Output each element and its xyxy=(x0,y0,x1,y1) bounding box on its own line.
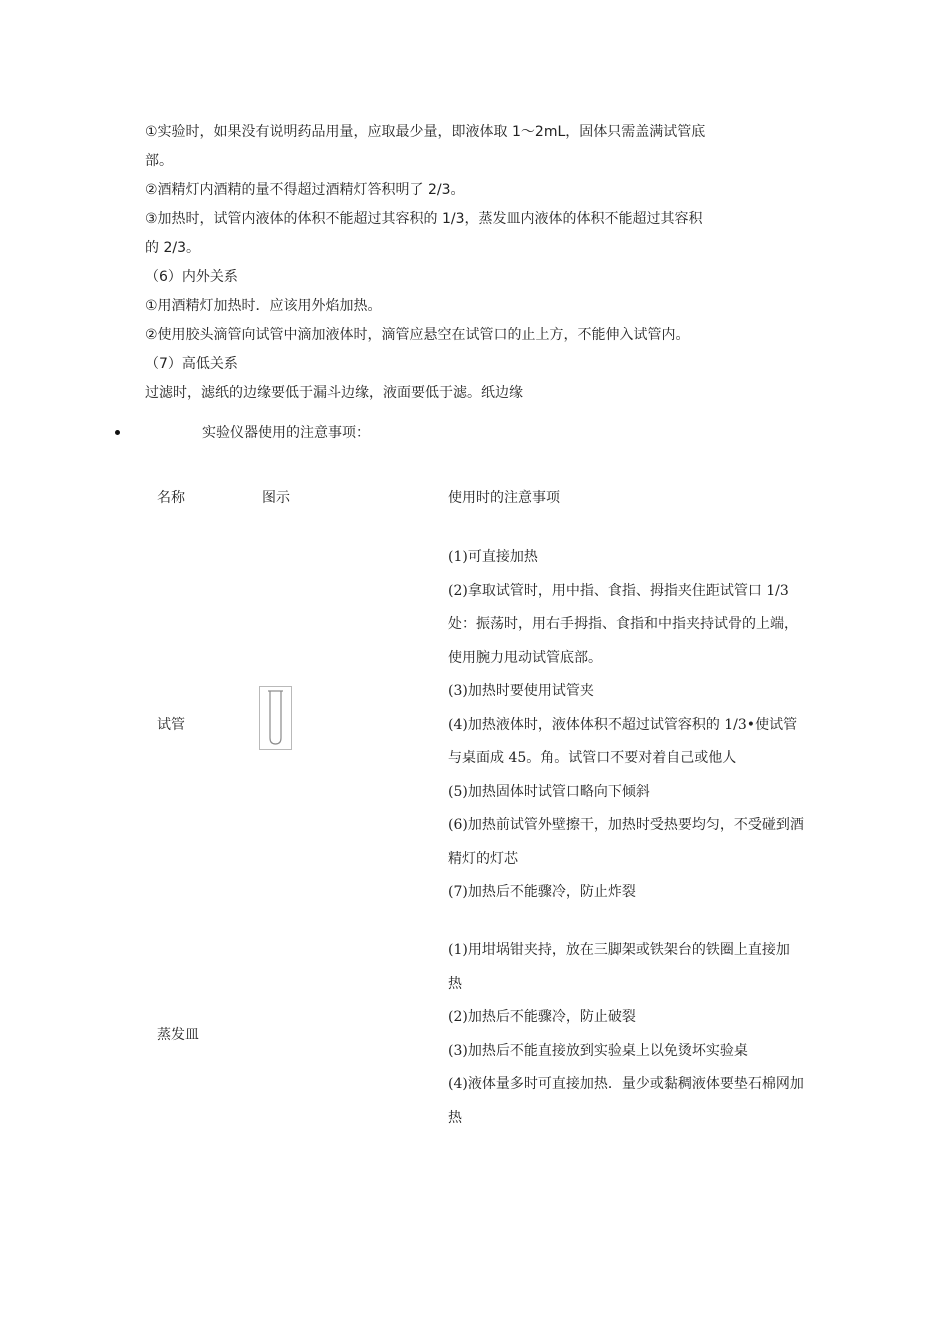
intro-line: （6）内外关系 xyxy=(145,269,238,285)
intro-paragraphs xyxy=(145,118,825,408)
note-line: (6)加热前试管外壁擦干，加热时受热要均匀，不受碰到酒 xyxy=(448,817,804,833)
intro-line: ③加热时，试管内液体的体积不能超过其容积的 1/3，蒸发皿内液体的体积不能超过其容积 xyxy=(145,211,703,227)
intro-line: ②使用胶头滴管向试管中滴加液体时，滴管应悬空在试管口的止上方，不能伸入试管内。 xyxy=(145,327,690,343)
intro-line: ②酒精灯内酒精的量不得超过酒精灯答积明了 2/3。 xyxy=(145,182,465,198)
intro-line: 过滤时，滤纸的边缘要低于漏斗边缘，液面要低于滤。纸边缘 xyxy=(145,385,523,401)
notes-evaporating-dish xyxy=(448,934,888,1135)
note-line: (1)可直接加热 xyxy=(448,549,538,565)
note-line: (1)用坩埚钳夹持，放在三脚架或铁架台的铁圈上直接加 xyxy=(448,942,790,958)
note-line: (2)拿取试管时，用中指、食指、拇指夹住距试管口 1/3 xyxy=(448,582,789,599)
note-line: (2)加热后不能骤冷，防止破裂 xyxy=(448,1009,636,1025)
intro-line: ①用酒精灯加热时．应该用外焰加热。 xyxy=(145,298,382,314)
note-line: 与桌面成 45。角。试管口不要对着自己或他人 xyxy=(448,750,737,766)
header-name: 名称 xyxy=(157,490,185,506)
section-title: 实验仪器使用的注意事项： xyxy=(202,425,370,441)
intro-line: 的 2/3。 xyxy=(145,240,200,256)
note-line: 热 xyxy=(448,975,462,992)
note-line: (7)加热后不能骤冷，防止炸裂 xyxy=(448,884,636,900)
note-line: 热 xyxy=(448,1109,462,1126)
header-notes: 使用时的注意事项 xyxy=(448,490,560,506)
test-tube-icon xyxy=(259,686,292,750)
note-line: (3)加热时要使用试管夹 xyxy=(448,683,594,699)
row-name-evaporating-dish: 蒸发皿 xyxy=(157,1027,199,1043)
note-line: (4)液体量多时可直接加热．量少或黏稠液体要垫石棉网加 xyxy=(448,1076,804,1092)
intro-line: ①实验时，如果没有说明药品用量，应取最少量，即液体取 1～2mL，固体只需盖满试管底 xyxy=(145,124,706,140)
bullet-icon xyxy=(115,430,120,435)
note-line: 处：振荡时，用右手拇指、食指和中指夹持试骨的上端， xyxy=(448,616,798,632)
note-line: (5)加热固体时试管口略向下倾斜 xyxy=(448,783,650,800)
header-image: 图示 xyxy=(262,490,290,506)
row-name-test-tube: 试管 xyxy=(157,717,185,733)
note-line: 使用腕力甩动试管底部。 xyxy=(448,649,602,666)
notes-test-tube xyxy=(448,541,888,910)
note-line: (3)加热后不能直接放到实验桌上以免烫坏实验桌 xyxy=(448,1042,748,1059)
intro-line: （7）高低关系 xyxy=(145,356,238,372)
note-line: 精灯的灯芯 xyxy=(448,850,518,867)
note-line: (4)加热液体时，液体体积不超过试管容积的 1/3•使试管 xyxy=(448,716,798,733)
intro-line: 部。 xyxy=(145,153,173,169)
